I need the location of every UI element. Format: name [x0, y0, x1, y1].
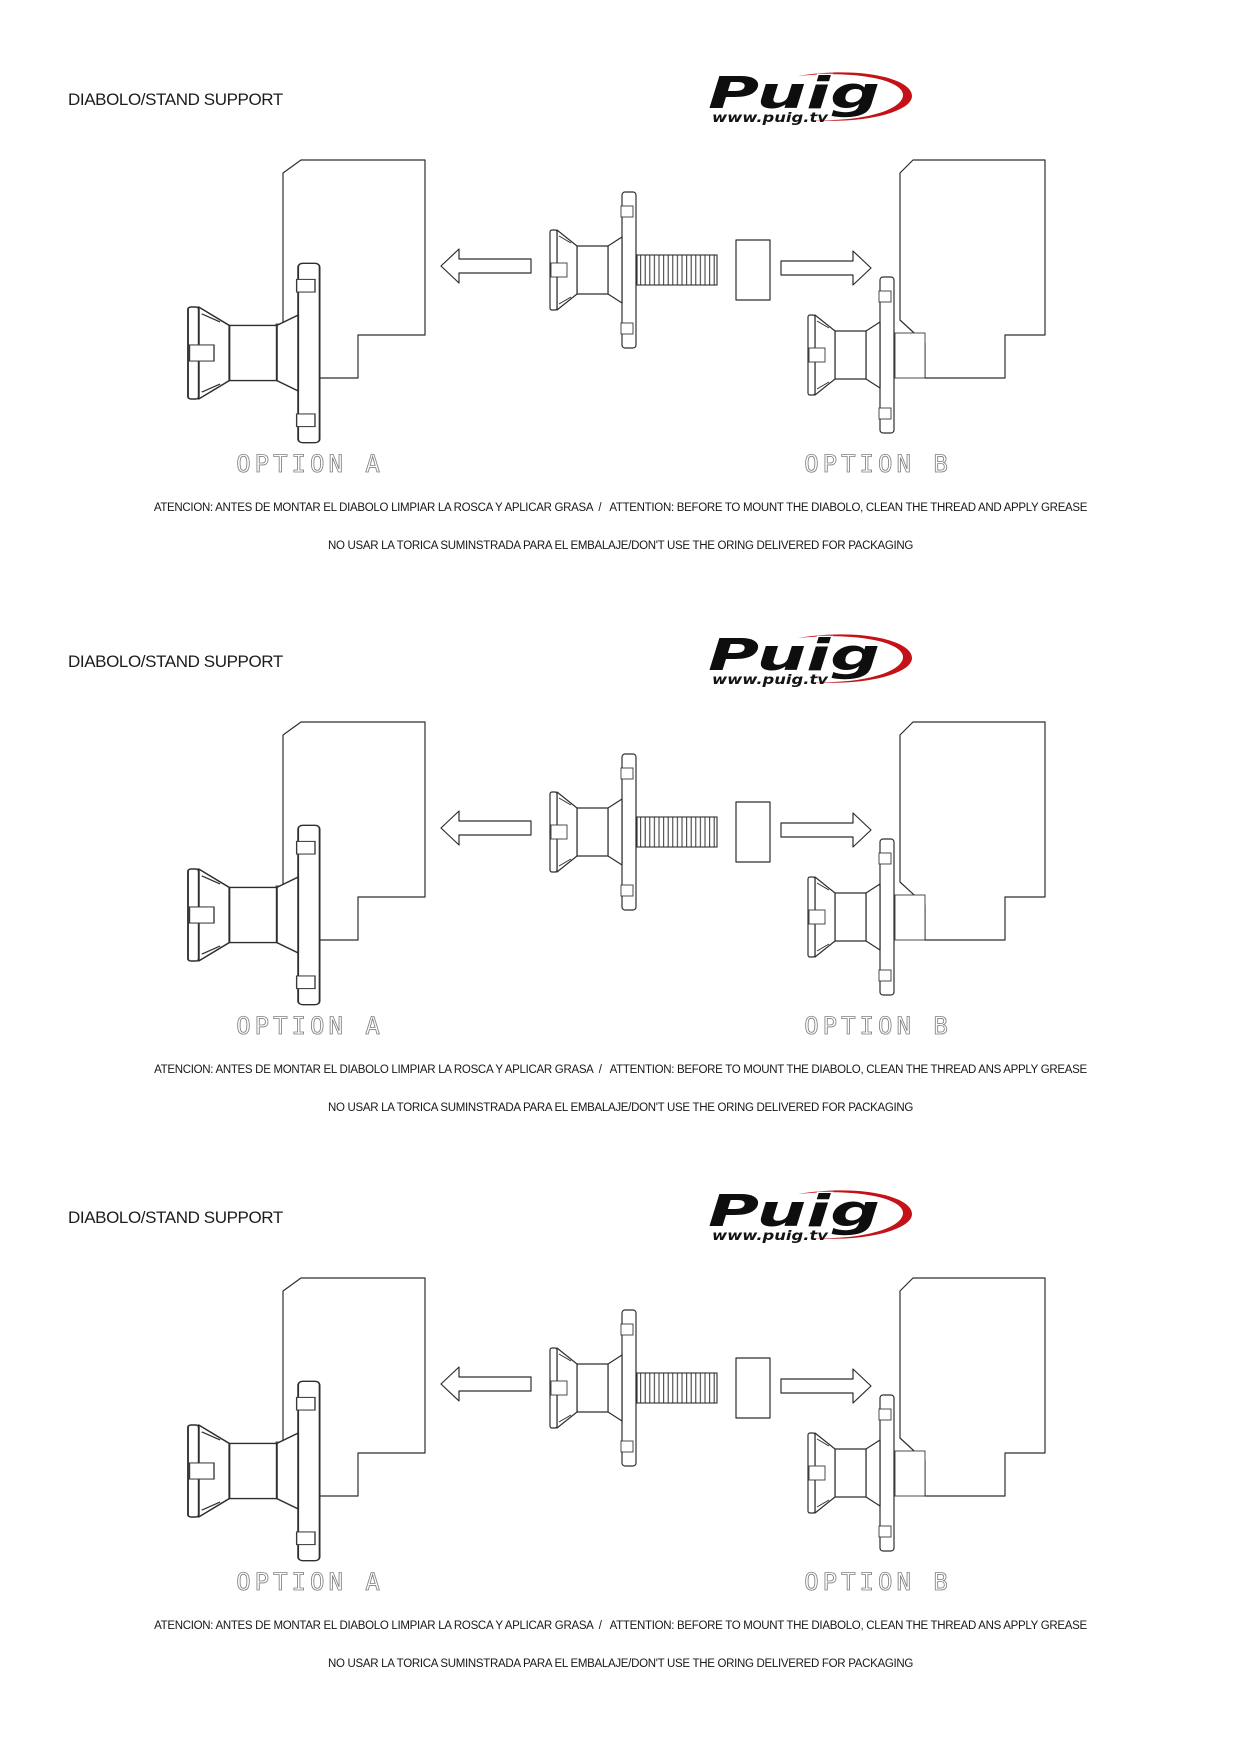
assembly-diagram — [128, 138, 1188, 483]
puig-logo — [700, 68, 915, 126]
instruction-section-3 — [0, 1178, 1241, 1738]
section-title: DIABOLO/STAND SUPPORT — [68, 652, 283, 671]
assembly-diagram — [128, 700, 1188, 1045]
puig-logo — [700, 630, 915, 688]
warning-oring-text: NO USAR LA TORICA SUMINSTRADA PARA EL EMBALAJE/DON'T USE THE ORING DELIVERED FOR PACKAGING — [327, 1102, 914, 1114]
warning-grease-text: ATENCION: ANTES DE MONTAR EL DIABOLO LIMPIAR LA ROSCA Y APLICAR GRASA / ATTENTION: BEFORE TO MOUNT THE DIABOLO, CLEAN THE THREAD ANS APPLY GREASE — [154, 1064, 1087, 1076]
puig-logo — [700, 1186, 915, 1244]
warning-oring-text: NO USAR LA TORICA SUMINSTRADA PARA EL EMBALAJE/DON'T USE THE ORING DELIVERED FOR PACKAGING — [327, 1658, 914, 1670]
warning-grease-text: ATENCION: ANTES DE MONTAR EL DIABOLO LIMPIAR LA ROSCA Y APLICAR GRASA / ATTENTION: BEFORE TO MOUNT THE DIABOLO, CLEAN THE THREAD ANS APPLY GREASE — [154, 1620, 1087, 1632]
section-title: DIABOLO/STAND SUPPORT — [68, 1208, 283, 1227]
assembly-diagram — [128, 1256, 1188, 1601]
instruction-section-2 — [0, 622, 1241, 1182]
warning-grease-text: ATENCION: ANTES DE MONTAR EL DIABOLO LIMPIAR LA ROSCA Y APLICAR GRASA / ATTENTION: BEFORE TO MOUNT THE DIABOLO, CLEAN THE THREAD AND APPLY GREASE — [153, 502, 1088, 514]
warning-oring-text: NO USAR LA TORICA SUMINSTRADA PARA EL EMBALAJE/DON'T USE THE ORING DELIVERED FOR PACKAGING — [327, 540, 914, 552]
instruction-section-1 — [0, 60, 1241, 620]
section-title: DIABOLO/STAND SUPPORT — [68, 90, 283, 109]
